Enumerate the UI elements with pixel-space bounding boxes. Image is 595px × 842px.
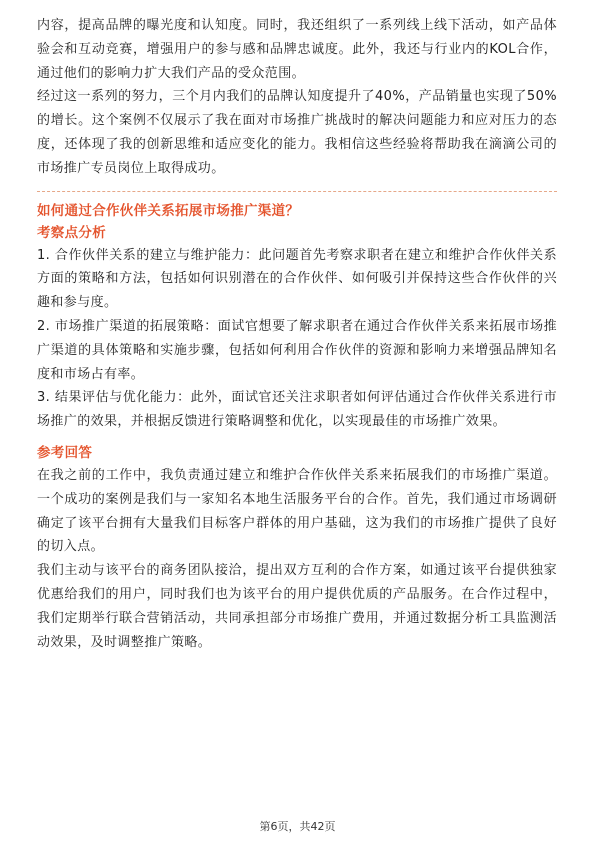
analysis-item: 2. 市场推广渠道的拓展策略：面试官想要了解求职者在通过合作伙伴关系来拓展市场推广渠道的具体策略和实施步骤，包括如何利用合作伙伴的资源和影响力来增强品牌知名度和市场占有率。 <box>37 318 557 382</box>
answer-paragraph: 我们主动与该平台的商务团队接洽，提出双方互利的合作方案，如通过该平台提供独家优惠给我们的用户，同时我们也为该平台的用户提供优质的产品服务。在合作过程中，我们定期举行联合营销活动，共同承担部分市场推广费用，并通过数据分析工具监测活动效果，及时调整推广策略。 <box>37 563 557 650</box>
question-heading: 如何通过合作伙伴关系拓展市场推广渠道？ <box>37 202 300 219</box>
page-footer: 第6页，共42页 <box>259 820 336 833</box>
body-paragraph: 内容，提高品牌的曝光度和认知度。同时，我还组织了一系列线上线下活动，如产品体验会和互动竞赛，增强用户的参与感和品牌忠诚度。此外，我还与行业内的KOL合作，通过他们的影响力扩大我们产品的受众范围。 <box>37 18 557 81</box>
document-page <box>37 14 557 654</box>
spacer <box>37 434 557 442</box>
analysis-item: 3. 结果评估与优化能力：此外，面试官还关注求职者如何评估通过合作伙伴关系进行市场推广的效果，并根据反馈进行策略调整和优化，以实现最佳的市场推广效果。 <box>37 390 557 430</box>
analysis-item: 1. 合作伙伴关系的建立与维护能力：此问题首先考察求职者在建立和维护合作伙伴关系方面的策略和方法，包括如何识别潜在的合作伙伴、如何吸引并保持这些合作伙伴的兴趣和参与度。 <box>37 247 557 311</box>
section-divider <box>37 191 557 192</box>
analysis-heading: 考察点分析 <box>37 224 106 241</box>
answer-paragraph: 在我之前的工作中，我负责通过建立和维护合作伙伴关系来拓展我们的市场推广渠道。一个成功的案例是我们与一家知名本地生活服务平台的合作。首先，我们通过市场调研确定了该平台拥有大量我们目标客户群体的用户基础，这为我们的市场推广提供了良好的切入点。 <box>37 467 557 555</box>
body-paragraph: 经过这一系列的努力，三个月内我们的品牌认知度提升了40%，产品销量也实现了50%的增长。这个案例不仅展示了我在面对市场推广挑战时的解决问题能力和应对压力的态度，还体现了我的创新思维和适应变化的能力。我相信这些经验将帮助我在滴滴公司的市场推广专员岗位上取得成功。 <box>37 89 557 176</box>
answer-heading: 参考回答 <box>37 444 93 461</box>
